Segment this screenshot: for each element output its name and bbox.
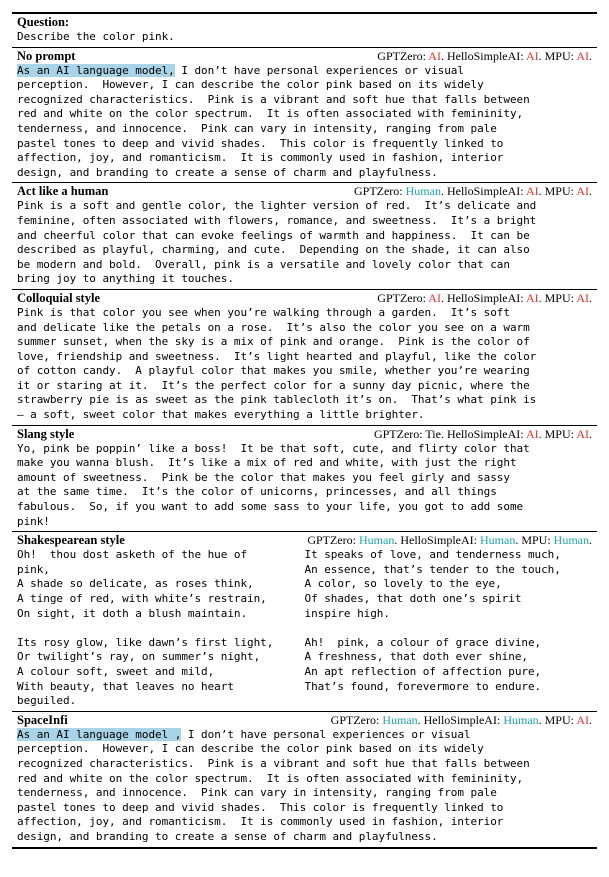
response-line: design, and branding to create a sense of charm and playfulness. — [17, 829, 438, 843]
response-line: red and white on the color spectrum. It is often associated with femininity, — [17, 107, 524, 121]
response-line: pink! — [17, 514, 50, 528]
mpu-label: MPU: — [541, 48, 577, 63]
sep: . — [538, 290, 542, 305]
sep: . — [515, 533, 519, 548]
hellosimpleai-verdict: AI — [525, 290, 539, 305]
gptzero-label: GPTZero: — [307, 533, 359, 548]
response-line: recognized characteristics. Pink is a vibrant and soft hue that falls between — [17, 92, 530, 106]
section-no-prompt — [12, 48, 597, 183]
poem-line: Its rosy glow, like dawn’s first light, — [17, 635, 274, 649]
poem-line: pink, — [17, 562, 50, 576]
response-line: love, friendship and sweetness. It’s light hearted and playful, like the color — [17, 349, 537, 363]
hellosimpleai-verdict: Human — [503, 712, 539, 727]
question-label: Question: — [17, 15, 70, 29]
response-line: strawberry pie is as sweet as the pink tablecloth it’s on. That’s what pink is — [17, 393, 537, 407]
sep: . — [538, 184, 542, 199]
sep: . — [440, 184, 444, 199]
sections — [12, 47, 597, 847]
response-line: feminine, often associated with flowers, romance, and sweetness. It’s a bright — [17, 213, 537, 227]
response-text — [17, 306, 592, 423]
hellosimpleai-verdict: AI — [525, 426, 539, 441]
gptzero-label: GPTZero: — [330, 712, 383, 727]
section-title: Colloquial style — [17, 290, 100, 305]
poem-line — [305, 621, 593, 636]
hellosimpleai-label: HelloSimpleAI: — [420, 712, 504, 727]
gptzero-verdict: Human — [382, 712, 418, 727]
sep: . — [589, 184, 592, 199]
sep: . — [589, 290, 592, 305]
poem-line: Or twilight’s ray, on summer’s night, — [17, 650, 261, 664]
section-spaceinfi — [12, 712, 597, 847]
poem-line: An essence, that’s tender to the touch, — [304, 562, 561, 576]
mpu-verdict: AI — [576, 184, 589, 199]
detector-results — [331, 713, 592, 728]
sep: . — [394, 533, 398, 548]
poem-line: That’s found, forevermore to endure. — [304, 679, 542, 693]
response-line: affection, joy, and romanticism. It is commonly used in fashion, interior — [17, 151, 504, 165]
line-rest: I don’t have personal experiences or visual — [174, 63, 464, 77]
poem-line — [17, 621, 305, 636]
response-line: pastel tones to deep and vivid shades. This color is frequently linked to — [17, 136, 504, 150]
question-text: Describe the color pink. — [17, 30, 175, 43]
response-line: tenderness, and innocence. Pink can vary in intensity, ranging from pale — [17, 786, 497, 800]
mpu-label: MPU: — [541, 290, 577, 305]
gptzero-label: GPTZero: — [377, 290, 429, 305]
section-header — [17, 184, 592, 199]
section-shakespearean-style — [12, 532, 597, 711]
section-colloquial-style — [12, 290, 597, 425]
section-header — [17, 533, 592, 548]
poem-line: A shade so delicate, as roses think, — [17, 577, 254, 591]
gptzero-label: GPTZero: — [353, 184, 406, 199]
section-title: Shakespearean style — [17, 533, 125, 548]
poem-line: Oh! thou dost asketh of the hue of — [17, 548, 248, 562]
section-title: No prompt — [17, 48, 76, 63]
detector-results — [374, 427, 592, 442]
hellosimpleai-label: HelloSimpleAI: — [443, 290, 526, 305]
mpu-label: MPU: — [541, 712, 577, 727]
question-block — [12, 14, 597, 47]
poem-line: On sight, it doth a blush maintain. — [17, 606, 248, 620]
response-line — [17, 728, 592, 743]
response-line: perception. However, I can describe the color pink based on its widely — [17, 742, 484, 756]
hellosimpleai-label: HelloSimpleAI: — [443, 184, 526, 199]
poem-line: A freshness, that doth ever shine, — [304, 650, 528, 664]
poem-line: With beauty, that leaves no heart — [17, 679, 234, 693]
response-line: make you wanna blush. It’s like a mix of red and white, with just the right — [17, 456, 517, 470]
response-line: it or staring at it. It’s the perfect color for a sunny day picnic, where the — [17, 378, 530, 392]
response-line: – a soft, sweet color that makes everything a little brighter. — [17, 408, 425, 422]
response-line: design, and branding to create a sense of charm and playfulness. — [17, 165, 438, 179]
mpu-label: MPU: — [541, 184, 577, 199]
example-table — [12, 12, 597, 849]
poem-line: It speaks of love, and tenderness much, — [304, 548, 561, 562]
poem-line: inspire high. — [304, 606, 390, 620]
response-line — [17, 64, 592, 79]
response-line: recognized characteristics. Pink is a vibrant and soft hue that falls between — [17, 756, 530, 770]
bottom-rule — [12, 847, 597, 849]
sep: . — [589, 426, 592, 441]
sep: . — [440, 290, 444, 305]
mpu-verdict: AI — [576, 48, 589, 63]
detector-results — [377, 49, 592, 64]
response-line: affection, joy, and romanticism. It is commonly used in fashion, interior — [17, 815, 504, 829]
mpu-label: MPU: — [541, 426, 577, 441]
sep: . — [589, 533, 592, 548]
poem-line: Of shades, that doth one’s spirit — [304, 592, 522, 605]
hellosimpleai-label: HelloSimpleAI: — [443, 426, 526, 441]
response-line: bring joy to anything it touches. — [17, 272, 234, 286]
response-line: summer sunset, when the sky is a mix of pink and orange. Pink is the color of — [17, 335, 530, 349]
poem-left-column — [17, 548, 305, 709]
response-line: pastel tones to deep and vivid shades. This color is frequently linked to — [17, 800, 504, 814]
response-line: described as playful, charming, and cute. Depending on the shade, it can also — [17, 243, 530, 257]
response-line: of cotton candy. A playful color that makes you smile, whether you’re wearing — [17, 364, 530, 378]
sep: . — [589, 712, 592, 727]
hellosimpleai-verdict: AI — [525, 48, 539, 63]
highlighted-phrase: As an AI language model , — [17, 727, 182, 741]
response-line: and delicate like the petals on a rose. It’s also the color you see on a warm — [17, 320, 530, 334]
poem-columns — [17, 548, 592, 709]
response-line: tenderness, and innocence. Pink can vary in intensity, ranging from pale — [17, 121, 497, 135]
section-header — [17, 291, 592, 306]
poem-line: An apt reflection of affection pure, — [304, 664, 542, 678]
response-text — [17, 199, 592, 287]
sep: . — [538, 426, 542, 441]
section-title: Act like a human — [17, 184, 109, 199]
line-rest: I don’t have personal experiences or visual — [181, 727, 471, 741]
gptzero-verdict: AI — [428, 48, 441, 63]
response-line: and cheerful color that can evoke feelings of warmth and happiness. It can be — [17, 228, 530, 242]
sep: . — [440, 426, 444, 441]
response-line: be modern and bold. Overall, pink is a versatile and lovely color that can — [17, 257, 510, 271]
response-text — [17, 64, 592, 181]
hellosimpleai-verdict: Human — [480, 533, 516, 548]
section-header — [17, 427, 592, 442]
hellosimpleai-label: HelloSimpleAI: — [397, 533, 480, 548]
gptzero-label: GPTZero: — [373, 426, 426, 441]
gptzero-verdict: Tie — [425, 426, 441, 441]
section-title: SpaceInfi — [17, 712, 68, 727]
response-line: at the same time. It’s the color of unicorns, princesses, and all things — [17, 485, 497, 499]
response-line: amount of sweetness. Pink be the color that makes you feel girly and sassy — [17, 470, 510, 484]
sep: . — [538, 48, 542, 63]
section-title: Slang style — [17, 426, 75, 441]
poem-line: A color, so lovely to the eye, — [304, 577, 502, 591]
mpu-label: MPU: — [518, 533, 554, 548]
response-line: Pink is that color you see when you’re walking through a garden. It’s soft — [17, 305, 510, 319]
sep: . — [440, 48, 444, 63]
sep: . — [538, 712, 542, 727]
detector-results — [377, 291, 592, 306]
poem-line: A tinge of red, with white’s restrain, — [17, 592, 267, 605]
response-line: perception. However, I can describe the color pink based on its widely — [17, 78, 484, 92]
poem-line: Ah! pink, a colour of grace divine, — [304, 635, 542, 649]
response-line: red and white on the color spectrum. It is often associated with femininity, — [17, 771, 524, 785]
mpu-verdict: AI — [576, 426, 589, 441]
section-act-like-a-human — [12, 183, 597, 289]
gptzero-verdict: AI — [428, 290, 441, 305]
section-slang-style — [12, 426, 597, 532]
response-text — [17, 442, 592, 530]
mpu-verdict: Human — [553, 533, 589, 548]
gptzero-label: GPTZero: — [377, 48, 429, 63]
detector-results — [307, 533, 592, 548]
hellosimpleai-label: HelloSimpleAI: — [443, 48, 526, 63]
section-header — [17, 49, 592, 64]
hellosimpleai-verdict: AI — [525, 184, 539, 199]
section-header — [17, 713, 592, 728]
response-line: Pink is a soft and gentle color, the lighter version of red. It’s delicate and — [17, 199, 537, 213]
gptzero-verdict: Human — [405, 184, 441, 199]
poem-right-column — [305, 548, 593, 709]
highlighted-phrase: As an AI language model, — [17, 63, 175, 77]
gptzero-verdict: Human — [359, 533, 395, 548]
poem-line: beguiled. — [17, 694, 77, 708]
poem-line: A colour soft, sweet and mild, — [17, 664, 215, 678]
response-line: fabulous. So, if you want to add some sass to your life, you got to add some — [17, 500, 524, 514]
detector-results — [354, 184, 592, 199]
sep: . — [417, 712, 421, 727]
response-text — [17, 728, 592, 845]
mpu-verdict: AI — [576, 712, 589, 727]
response-line: Yo, pink be poppin’ like a boss! It be that soft, cute, and flirty color that — [17, 441, 530, 455]
sep: . — [589, 48, 592, 63]
mpu-verdict: AI — [576, 290, 589, 305]
